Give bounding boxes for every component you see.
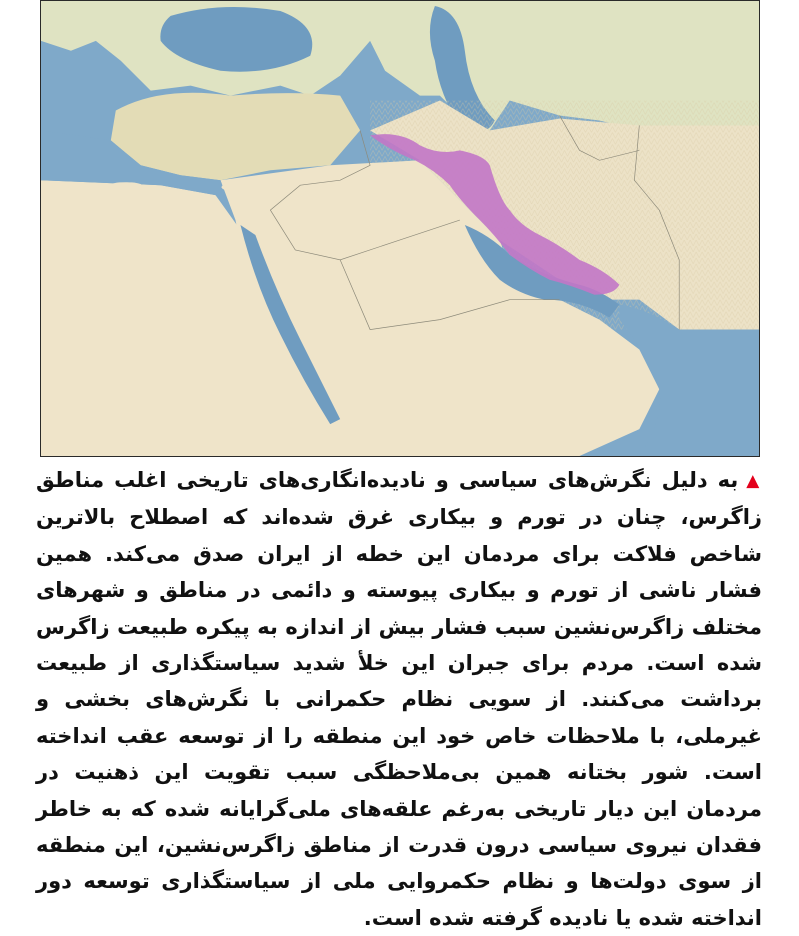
map-image — [40, 0, 760, 457]
map-zagros-region-icon — [41, 1, 759, 456]
cyprus — [221, 183, 249, 191]
article-body: به دلیل نگرش‌های سیاسی و نادیده‌انگاری‌های تاریخی اغلب مناطق زاگرس، چنان در تورم و بیکاری غرق شده‌اند که اصطلاح بالاترین شاخص فلاکت برای مردمان این خطه از ایران صدق می‌کند. همین فشار ناشی از تورم و بیکاری پیوسته و دائمی در مناطق و شهرهای مختلف زاگرس‌نشین سبب فشار بیش از اندازه به پیکره طبیعت زاگرس شده است. مردم برای جبران این خلأ شدید سیاستگذاری از طبیعت برداشت می‌کنند. از سویی نظام حکمرانی با نگرش‌های بخشی و غیرملی، با ملاحظات خاص خود این منطقه را از توسعه عقب انداخته است. شور بختانه همین بی‌ملاحظگی سبب تقویت این ذهنیت در مردمان این دیار تاریخی به‌رغم علقه‌های ملی‌گرایانه شده که به خاطر فقدان نیروی سیاسی درون قدرت از مناطق زاگرس‌نشین، این منطقه از سوی دولت‌ها و نظام حکمروایی ملی از سیاستگذاری توسعه دور انداخته شده یا نادیده گرفته شده است. — [36, 468, 762, 930]
crete — [110, 182, 142, 188]
triangle-marker-icon: ▲ — [746, 471, 762, 491]
article-paragraph — [36, 462, 762, 936]
